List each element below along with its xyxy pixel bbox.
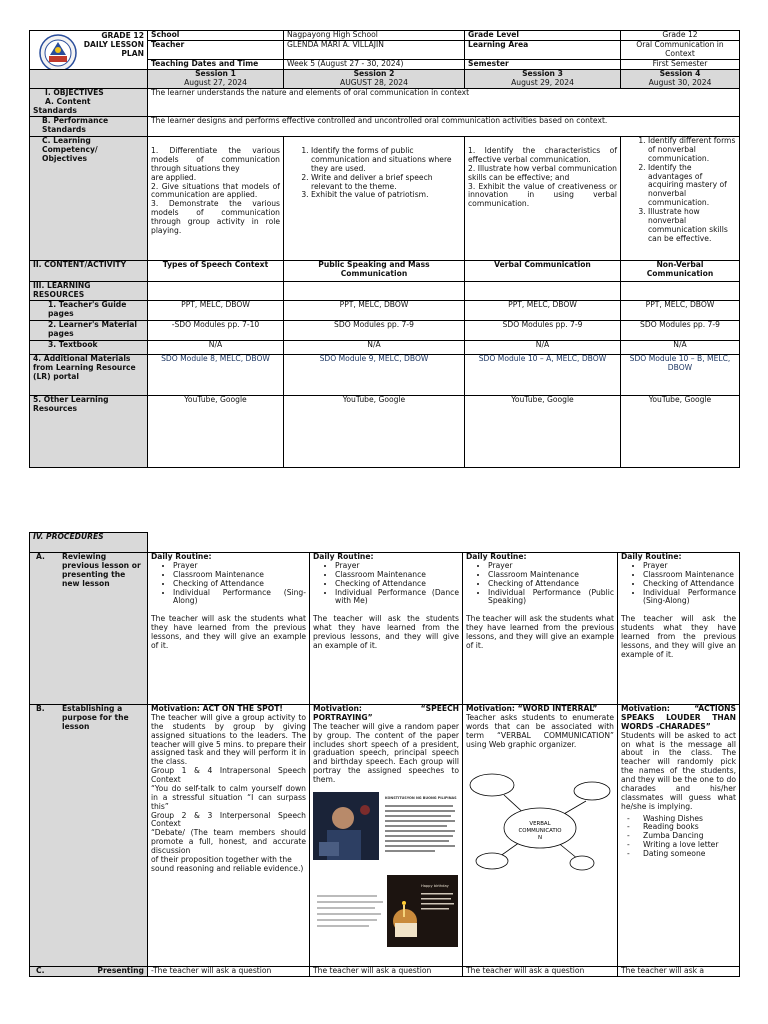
procedure-b-s2 <box>310 705 463 967</box>
web-center-label: N <box>537 835 543 842</box>
session-4-date: August 30, 2024 <box>648 77 712 87</box>
routine-title: Daily Routine: <box>466 552 527 561</box>
motivation-title: Motivation: “ACTIONS SPEAKS LOUDER THAN WORDS -CHARADES” <box>621 704 736 731</box>
speech-image <box>313 790 459 950</box>
performance-standards-text: The learner designs and performs effective controlled and uncontrolled oral communication activities based on context. <box>148 117 740 137</box>
web-node <box>470 774 514 796</box>
charade-item: - Dating someone <box>627 850 736 859</box>
title-line-1: GRADE 12 <box>101 31 144 40</box>
routine-item: • Classroom Maintenance <box>335 571 459 580</box>
review-text: The teacher will ask the students what they have learned from the previous lessons, and they will give an example of it. <box>151 614 306 650</box>
content-standards-label-a: A. Content <box>45 96 91 106</box>
routine-item: • Individual Performance (Public Speaking) <box>488 589 614 607</box>
president-speech-image <box>313 790 458 862</box>
competency-session-2 <box>284 137 465 261</box>
review-text: The teacher will ask the students what they have learned from the previous lessons, and they will give an example of it. <box>621 614 736 659</box>
birthday-image-caption: Happy birthday <box>421 883 449 888</box>
routine-item: • Prayer <box>173 562 306 571</box>
routine-item: • Classroom Maintenance <box>173 571 306 580</box>
learning-area-label: Learning Area <box>465 41 621 60</box>
competency-s1-item: are applied. <box>151 172 197 182</box>
session-3-date: August 29, 2024 <box>511 77 574 87</box>
motivation-text: The teacher will give a random paper by group. The content of the paper includes short speech of a president, graduation speech, principal speech and birthday speech. Each group will portray the assigned speeches to them. <box>313 721 459 784</box>
procedure-a-s4 <box>618 553 740 705</box>
charade-item: - Zumba Dancing <box>627 832 736 841</box>
session-3-name: Session 3 <box>522 69 563 78</box>
routine-item: • Prayer <box>335 562 459 571</box>
charade-item: - Washing Dishes <box>627 815 736 824</box>
resource-cell: N/A <box>621 340 740 354</box>
motivation-title: Motivation: “SPEECH PORTRAYING” <box>313 704 459 722</box>
procedures-header-blank <box>148 533 740 553</box>
competency-s3-item: 1. Identify the characteristics of effective verbal communication. <box>468 146 617 164</box>
content-activity-label: II. CONTENT/ACTIVITY <box>30 261 148 282</box>
grade-level-label: Grade Level <box>465 31 621 41</box>
procedure-a-s3 <box>463 553 618 705</box>
resource-cell: SDO Module 8, MELC, DBOW <box>148 354 284 395</box>
procedure-c-letter: C. <box>36 966 45 975</box>
title-cell <box>30 31 148 70</box>
resource-cell: YouTube, Google <box>465 395 621 467</box>
learning-resources-blank <box>465 282 621 301</box>
web-graphic-organizer <box>466 763 614 873</box>
resource-cell: SDO Modules pp. 7-9 <box>284 320 465 340</box>
routine-item: • Checking of Attendance <box>173 580 306 589</box>
competency-s2-item: 1. Identify the forms of public communication and situations where they are used. <box>311 147 461 174</box>
teaching-dates-value: Week 5 (August 27 - 30, 2024) <box>284 60 465 70</box>
resource-cell: PPT, MELC, DBOW <box>148 300 284 320</box>
session-2-name: Session 2 <box>353 69 395 78</box>
competency-session-1 <box>148 137 284 261</box>
review-text: The teacher will ask the students what they have learned from the previous lessons, and they will give an example of it. <box>466 614 614 650</box>
deped-seal-icon <box>38 33 82 70</box>
routine-item: • Checking of Attendance <box>643 580 736 589</box>
resource-cell: PPT, MELC, DBOW <box>465 300 621 320</box>
resource-cell: SDO Module 10 – A, MELC, DBOW <box>465 354 621 395</box>
routine-item: • Classroom Maintenance <box>643 571 736 580</box>
teaching-dates-label: Teaching Dates and Time <box>148 60 284 70</box>
school-label: School <box>148 31 284 41</box>
motivation-title: Motivation: ACT ON THE SPOT! <box>151 704 283 713</box>
resource-cell: SDO Module 10 – B, MELC, DBOW <box>621 354 740 395</box>
procedure-a-s1 <box>148 553 310 705</box>
routine-title: Daily Routine: <box>151 552 212 561</box>
procedure-b-s4 <box>618 705 740 967</box>
procedure-b-s3 <box>463 705 618 967</box>
resource-cell: N/A <box>148 340 284 354</box>
web-node <box>574 782 610 800</box>
procedure-c-s3: The teacher will ask a question <box>463 967 618 977</box>
procedure-c-s4: The teacher will ask a <box>618 967 740 977</box>
objectives-label: I. OBJECTIVES <box>45 88 104 97</box>
resource-label: 2. Learner's Material pages <box>30 320 148 340</box>
routine-title: Daily Routine: <box>313 552 374 561</box>
charade-item: - Reading books <box>627 823 736 832</box>
procedure-c-text: Presenting <box>97 966 144 975</box>
content-standards-text: The learner understands the nature and elements of oral communication in context <box>148 89 740 117</box>
session-4-name: Session 4 <box>659 69 701 78</box>
motivation-text: Students will be asked to act on what is the message all about in the class. The teacher will randomly pick the names of the students, and they will be the one to do charades and his/her classmates will guess what he/she is implying. <box>621 730 736 811</box>
routine-title: Daily Routine: <box>621 552 682 561</box>
competency-s1-item: 1. Differentiate the various models of communication through situations they <box>151 146 280 173</box>
competency-s3-item: 3. Exhibit the value of creativeness or innovation in using verbal communication. <box>468 181 617 209</box>
routine-item: • Checking of Attendance <box>488 580 614 589</box>
resource-cell: N/A <box>465 340 621 354</box>
routine-item: • Classroom Maintenance <box>488 571 614 580</box>
competency-s3-item: 2. Illustrate how verbal communication skills can be effective; and <box>468 163 617 182</box>
school-value: Nagpayong High School <box>284 31 465 41</box>
learning-resources-blank <box>284 282 465 301</box>
resource-cell: SDO Module 9, MELC, DBOW <box>284 354 465 395</box>
objectives-label-cell <box>30 89 148 117</box>
group-text: Group 1 & 4 Intrapersonal Speech Context <box>151 766 306 784</box>
procedure-b-label <box>30 705 148 967</box>
content-standards-label-b: Standards <box>33 105 77 115</box>
routine-item: • Prayer <box>488 562 614 571</box>
learning-resources-blank <box>621 282 740 301</box>
competency-label: C. Learning Competency/ Objectives <box>30 137 148 261</box>
motivation-title: Motivation: “WORD INTERRAL” <box>466 704 598 713</box>
competency-s1-item: 3. Demonstrate the various models of communication through group activity in role playing. <box>151 199 280 235</box>
charade-item: - Writing a love letter <box>627 841 736 850</box>
procedure-b-text: Establishing a purpose for the lesson <box>62 704 129 731</box>
session-1-header <box>148 70 284 89</box>
resource-cell: SDO Modules pp. 7-9 <box>465 320 621 340</box>
session-4-header <box>621 70 740 89</box>
speech-image-caption: KONSTITUSYON NG BUONG PILIPINAS <box>385 795 457 800</box>
competency-session-4 <box>621 137 740 261</box>
procedure-c-label <box>30 967 148 977</box>
web-center-label: VERBAL <box>529 821 551 828</box>
competency-s4-item: 3. Illustrate how nonverbal communication skills can be effective. <box>648 208 736 244</box>
lesson-plan-header-table <box>29 30 740 468</box>
resource-cell: -SDO Modules pp. 7-10 <box>148 320 284 340</box>
web-node <box>476 853 508 869</box>
procedures-table <box>29 532 740 977</box>
content-activity-s3: Verbal Communication <box>465 261 621 282</box>
birthday-speech-image <box>313 875 458 947</box>
session-3-header <box>465 70 621 89</box>
competency-s4-item: 2. Identify the advantages of acquiring mastery of nonverbal communication. <box>648 164 736 208</box>
resource-cell: YouTube, Google <box>148 395 284 467</box>
learning-resources-blank <box>148 282 284 301</box>
session-2-date: AUGUST 28, 2024 <box>340 77 408 87</box>
teacher-label: Teacher <box>148 41 284 60</box>
title-line-2: DAILY LESSON <box>83 39 144 49</box>
procedure-b-s1 <box>148 705 310 967</box>
semester-label: Semester <box>465 60 621 70</box>
resource-cell: YouTube, Google <box>621 395 740 467</box>
content-activity-s1: Types of Speech Context <box>148 261 284 282</box>
competency-s2-item: 3. Exhibit the value of patriotism. <box>311 191 461 200</box>
resource-cell: PPT, MELC, DBOW <box>284 300 465 320</box>
routine-item: • Individual Performance (Sing-Along) <box>643 589 736 607</box>
resource-cell: PPT, MELC, DBOW <box>621 300 740 320</box>
resource-label: 5. Other Learning Resources <box>30 395 148 467</box>
grade-level-value: Grade 12 <box>621 31 740 41</box>
learning-area-value: Oral Communication in Context <box>621 41 740 60</box>
procedure-b-letter: B. <box>36 704 45 713</box>
resource-cell: N/A <box>284 340 465 354</box>
competency-s1-item: 2. Give situations that models of communication are applied. <box>151 181 280 200</box>
session-1-date: August 27, 2024 <box>184 77 247 87</box>
routine-item: • Prayer <box>643 562 736 571</box>
title-line-3: PLAN <box>121 48 144 58</box>
competency-s4-item: 1. Identify different forms of nonverbal communication. <box>648 137 736 164</box>
procedure-a-letter: A. <box>36 552 45 561</box>
content-activity-s2: Public Speaking and Mass Communication <box>284 261 465 282</box>
resource-cell: YouTube, Google <box>284 395 465 467</box>
session-1-name: Session 1 <box>195 69 236 78</box>
procedure-a-label <box>30 553 148 705</box>
resource-label: 3. Textbook <box>30 340 148 354</box>
resource-label: 4. Additional Materials from Learning Resource (LR) portal <box>30 354 148 395</box>
quote-text: “You do self-talk to calm yourself down in a stressful situation “I can surpass this” <box>151 783 306 811</box>
group-text: Group 2 & 3 Interpersonal Speech Context <box>151 810 306 829</box>
routine-item: • Individual Performance (Dance with Me) <box>335 589 459 607</box>
web-center-label: COMMUNICATIO <box>518 828 562 835</box>
web-node <box>570 856 594 870</box>
competency-s2-item: 2. Write and deliver a brief speech relevant to the theme. <box>311 174 461 192</box>
content-activity-s4: Non-Verbal Communication <box>621 261 740 282</box>
procedure-c-s1: -The teacher will ask a question <box>148 967 310 977</box>
procedure-a-text: Reviewing previous lesson or presenting the new lesson <box>62 552 141 588</box>
routine-item: • Checking of Attendance <box>335 580 459 589</box>
procedure-c-s2: The teacher will ask a question <box>310 967 463 977</box>
session-2-header <box>284 70 465 89</box>
quote-text: “Debate/ (The team members should promote a full, honest, and accurate discussion <box>151 828 306 855</box>
procedures-label: IV. PROCEDURES <box>30 533 148 553</box>
sessions-blank-cell <box>30 70 148 89</box>
performance-standards-label: B. Performance Standards <box>30 117 148 137</box>
motivation-text: The teacher will give a group activity to the students by group by giving assigned situations to the leaders. The teacher will give 5 mins. to prepare their assigned task and they will perform it in the class. <box>151 712 307 767</box>
resource-cell: SDO Modules pp. 7-9 <box>621 320 740 340</box>
motivation-text: Teacher asks students to enumerate words that can be associated with term “VERBAL COMMUNICATION” using Web graphic organizer. <box>466 712 614 749</box>
quote-text: of their proposition together with the sound reasoning and reliable evidence.) <box>151 854 304 873</box>
teacher-value: GLENDA MARI A. VILLAJIN <box>284 41 465 60</box>
procedure-a-s2 <box>310 553 463 705</box>
resource-label: 1. Teacher's Guide pages <box>30 300 148 320</box>
semester-value: First Semester <box>621 60 740 70</box>
routine-item: • Individual Performance (Sing-Along) <box>173 589 306 607</box>
competency-session-3 <box>465 137 621 261</box>
learning-resources-label: III. LEARNING RESOURCES <box>30 282 148 301</box>
review-text: The teacher will ask the students what they have learned from the previous lessons, and they will give an example of it. <box>313 614 459 650</box>
